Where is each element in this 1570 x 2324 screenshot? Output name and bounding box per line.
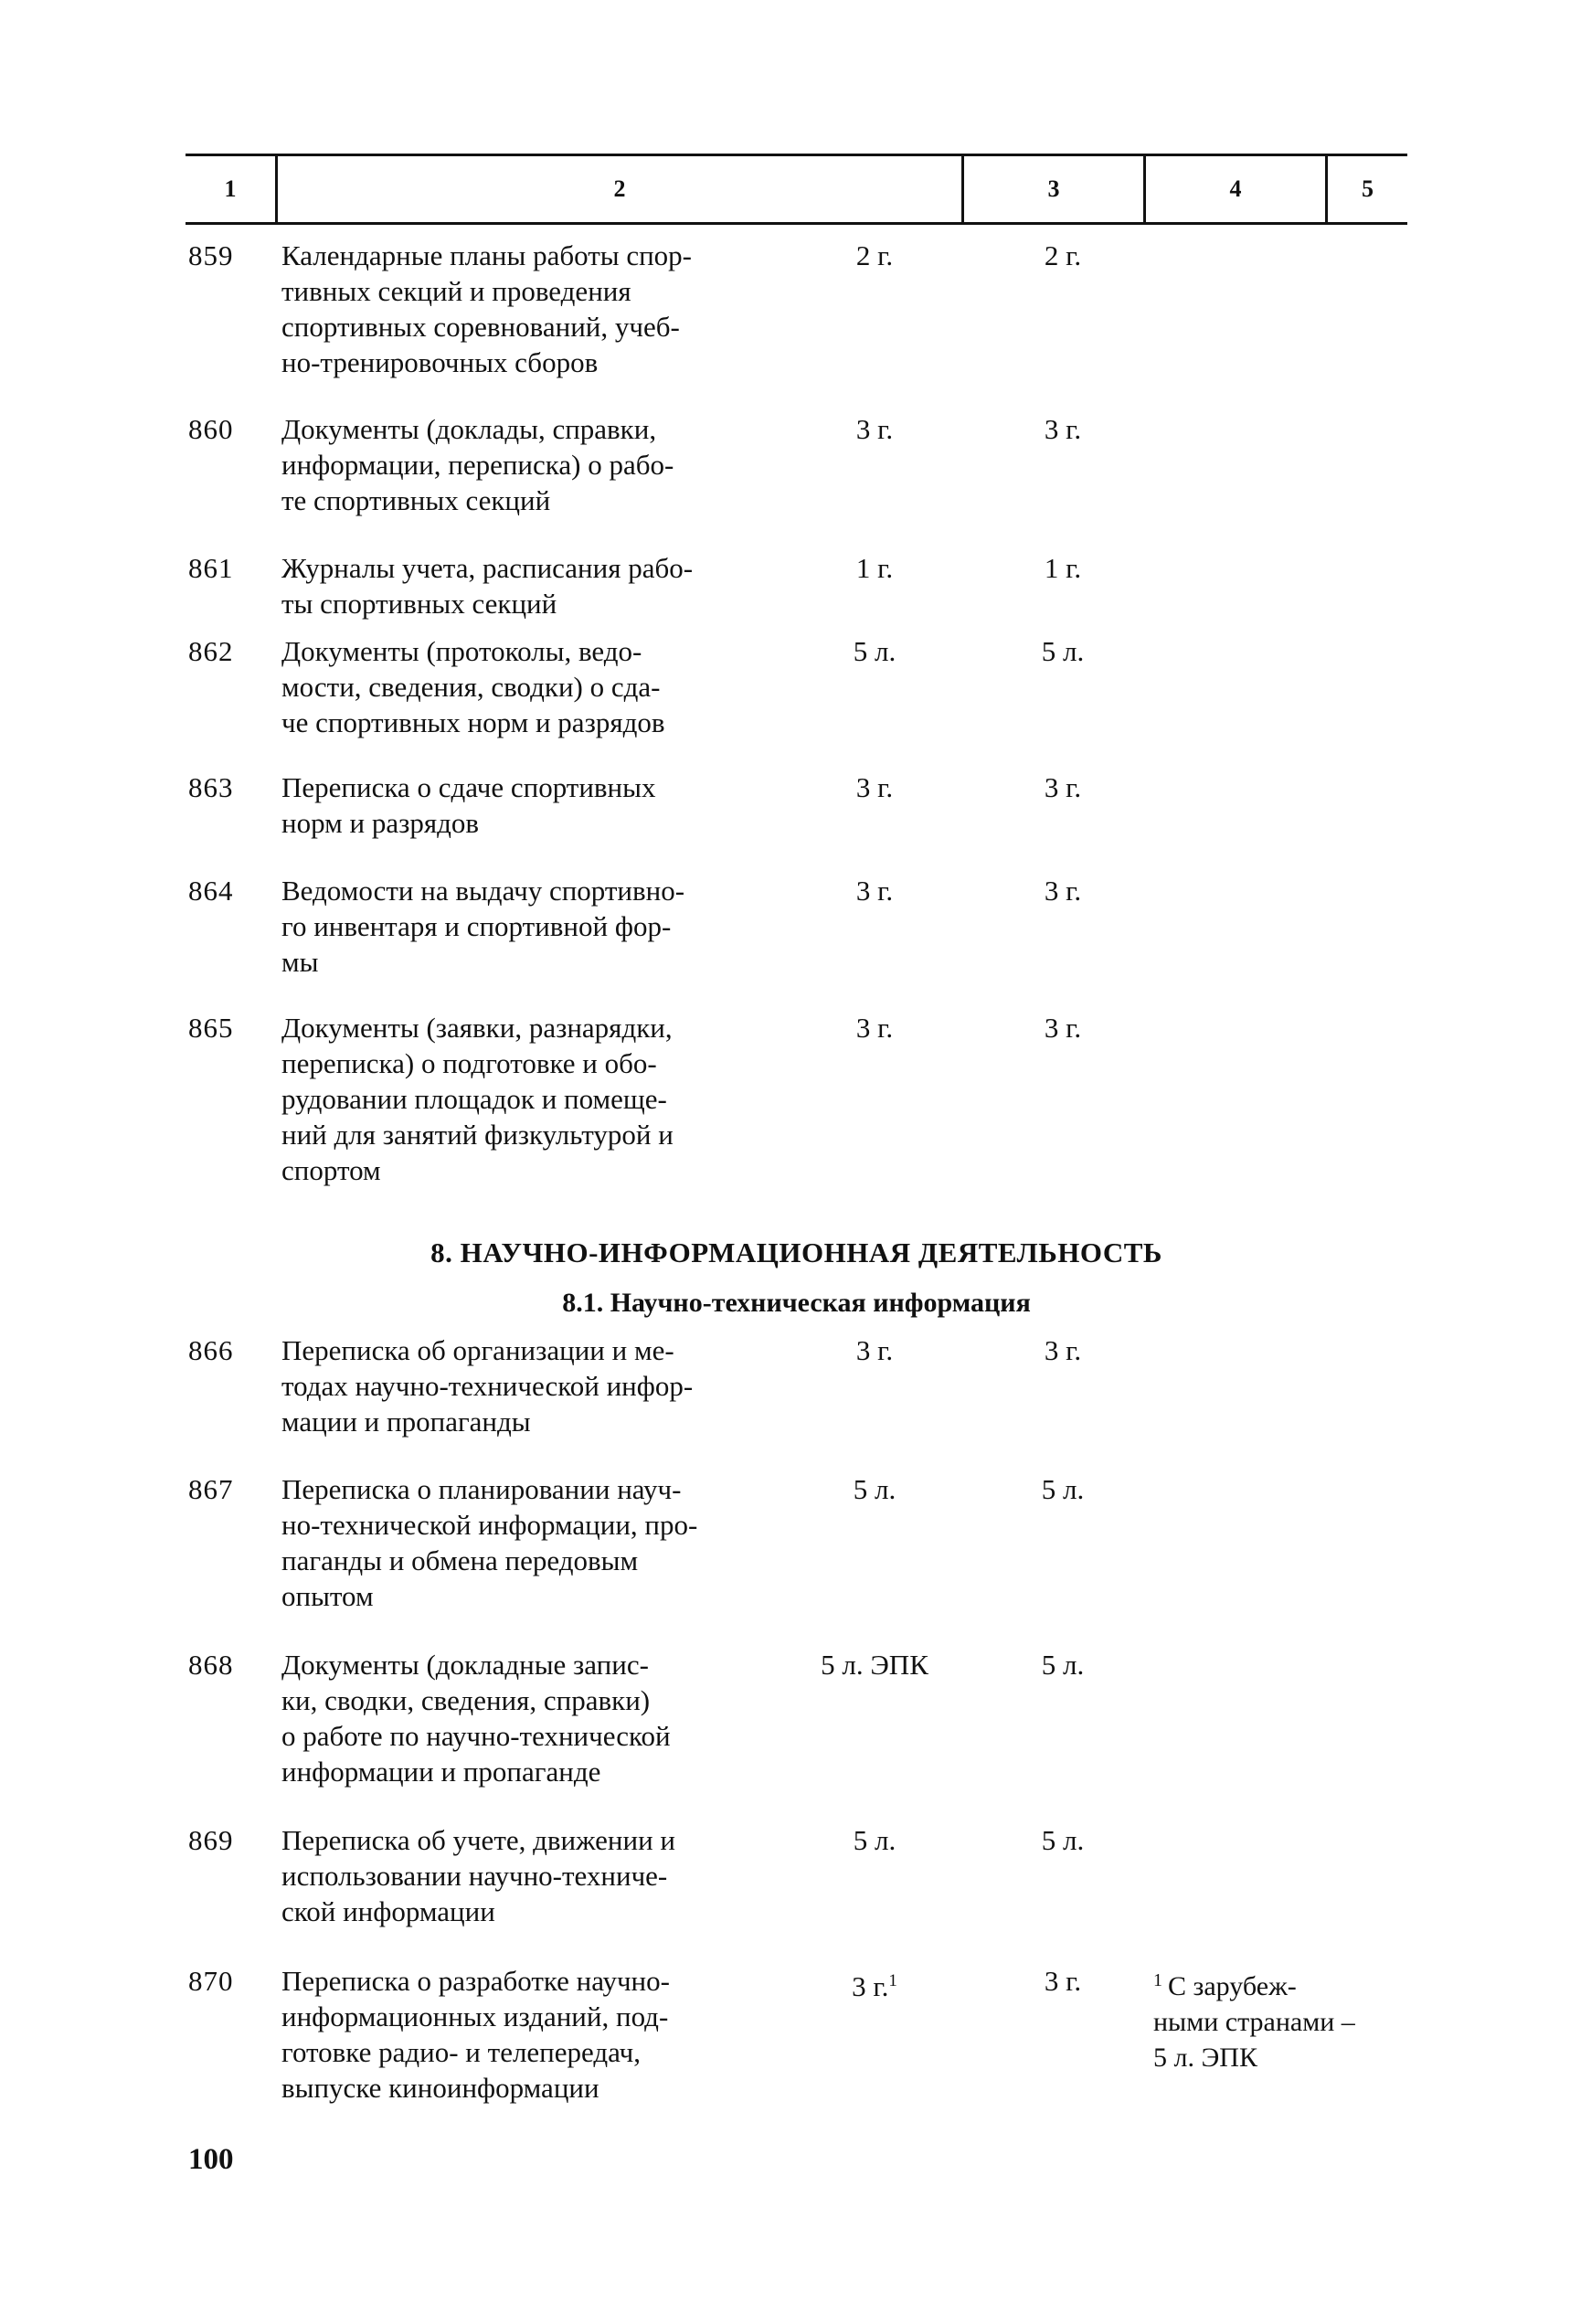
row-description: Журналы учета, расписания рабо- ты спортивных секций — [281, 552, 694, 620]
row-number: 860 — [188, 413, 234, 445]
footnote-mark: 1 — [1153, 1970, 1162, 1990]
row-description: Документы (заявки, разнарядки, переписка) о подготовке и обо- рудовании площадок и помеще- ний для занятий физкультурой и спортом — [281, 1012, 674, 1186]
row-retention-col4: 3 г. — [1044, 413, 1082, 445]
row-retention-col4: 3 г. — [1044, 875, 1082, 907]
row-retention-col3: 3 г. — [855, 1012, 894, 1044]
row-retention-col4: 5 л. — [1041, 1824, 1085, 1856]
row-retention-col4: 5 л. — [1041, 635, 1085, 667]
page-number: 100 — [188, 2143, 234, 2176]
row-description: Документы (протоколы, ведо- мости, сведения, сводки) о сда- че спортивных норм и разрядов — [281, 635, 665, 738]
row-number: 863 — [188, 771, 234, 803]
row-retention-col3: 3 г. — [855, 1334, 894, 1366]
section-title: 8. НАУЧНО-ИНФОРМАЦИОННАЯ ДЕЯТЕЛЬНОСТЬ — [430, 1236, 1162, 1268]
row-retention-col3: 1 г. — [855, 552, 894, 584]
row-number: 864 — [188, 875, 234, 907]
row-number: 861 — [188, 552, 234, 584]
row-number: 868 — [188, 1649, 234, 1681]
row-description: Переписка об организации и ме- тодах научно-технической инфор- мации и пропаганды — [281, 1334, 694, 1438]
row-retention-col4: 1 г. — [1044, 552, 1082, 584]
row-number: 865 — [188, 1012, 234, 1044]
row-retention-col4: 5 л. — [1041, 1649, 1085, 1681]
row-description: Переписка о сдаче спортивных норм и разрядов — [281, 771, 656, 839]
row-description: Переписка о планировании науч- но-технической информации, про- паганды и обмена передовым опытом — [281, 1473, 698, 1612]
row-number: 870 — [188, 1965, 234, 1997]
row-retention-col4: 5 л. — [1041, 1473, 1085, 1505]
row-description: Ведомости на выдачу спортивно- го инвентаря и спортивной фор- мы — [281, 875, 685, 978]
row-retention-col3: 5 л. ЭПК — [821, 1649, 928, 1681]
row-description: Переписка о разработке научно- информационных изданий, под- готовке радио- и телепередач, выпуске киноинформации — [281, 1965, 670, 2104]
header-col-3: 3 — [1047, 175, 1060, 202]
row-number: 862 — [188, 635, 234, 667]
row-description: Переписка об учете, движении и использовании научно-техниче- ской информации — [281, 1824, 676, 1927]
row-retention-col4: 3 г. — [1044, 771, 1082, 803]
header-col-5: 5 — [1362, 175, 1374, 202]
row-retention-col3 — [788, 1963, 961, 2004]
row-note — [1153, 1963, 1418, 2075]
row-retention-col3: 5 л. — [853, 635, 896, 667]
footnote-mark: 1 — [888, 1971, 897, 1990]
row-description: Календарные планы работы спор- тивных секций и проведения спортивных соревнований, учеб- но-тренировочных сборов — [281, 239, 692, 378]
footnote-text: С зарубеж- ными странами – 5 л. ЭПК — [1153, 1971, 1355, 2073]
row-number: 869 — [188, 1824, 234, 1856]
header-col-2: 2 — [613, 175, 626, 202]
retention-value: 3 г. — [852, 1970, 889, 2002]
row-description: Документы (докладные запис- ки, сводки, сведения, справки) о работе по научно-технической информации и пропаганде — [281, 1649, 671, 1788]
row-retention-col4: 2 г. — [1044, 239, 1082, 271]
row-retention-col4: 3 г. — [1044, 1965, 1082, 1997]
header-col-4: 4 — [1229, 175, 1242, 202]
row-retention-col4: 3 г. — [1044, 1334, 1082, 1366]
row-retention-col4: 3 г. — [1044, 1012, 1082, 1044]
row-number: 866 — [188, 1334, 234, 1366]
row-number: 859 — [188, 239, 234, 271]
row-retention-col3: 3 г. — [855, 771, 894, 803]
row-retention-col3: 2 г. — [855, 239, 894, 271]
row-retention-col3: 3 г. — [855, 875, 894, 907]
row-retention-col3: 5 л. — [853, 1473, 896, 1505]
row-retention-col3: 5 л. — [853, 1824, 896, 1856]
subsection-title: 8.1. Научно-техническая информация — [562, 1288, 1031, 1318]
header-col-1: 1 — [224, 175, 237, 202]
table-header — [186, 154, 1407, 225]
row-number: 867 — [188, 1473, 234, 1505]
row-description: Документы (доклады, справки, информации, переписка) о рабо- те спортивных секций — [281, 413, 674, 516]
row-retention-col3: 3 г. — [855, 413, 894, 445]
